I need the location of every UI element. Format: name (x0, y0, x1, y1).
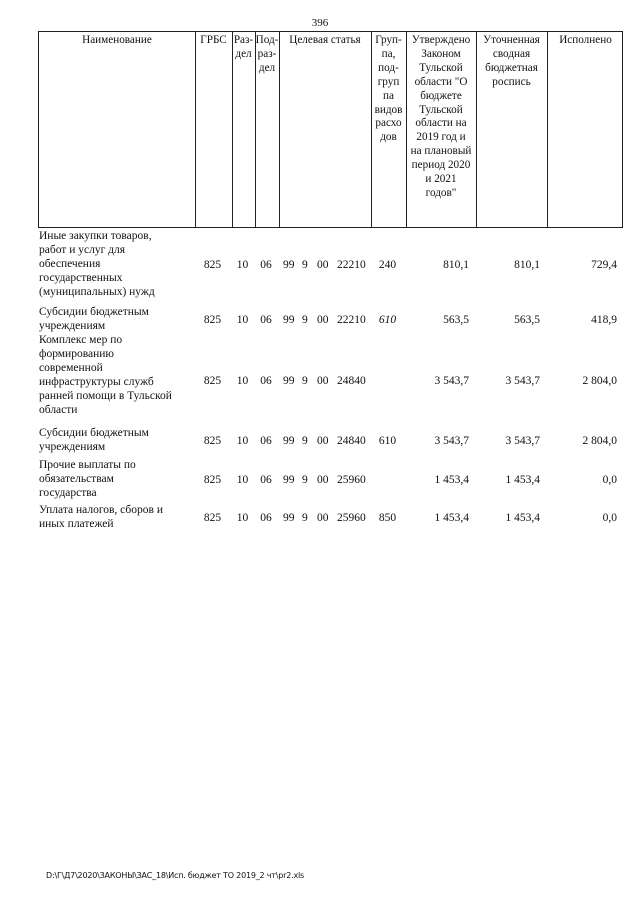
header-name: Наименование (82, 34, 152, 46)
column-divider (195, 32, 196, 227)
cell-grbs: 825 (203, 474, 222, 486)
cell-podrazdel: 06 (260, 375, 272, 387)
cell-approved: 1 453,4 (434, 512, 469, 524)
cell-grbs: 825 (203, 435, 222, 447)
file-path-footer: D:\Г\Д7\2020\ЗАКОНЫ\ЗАС_18\Исп. бюджет ТО 2019_2 чт\pr2.xls (46, 871, 304, 880)
table-header (38, 31, 623, 228)
cell-razdel: 10 (236, 375, 249, 387)
cell-podrazdel: 06 (260, 435, 272, 447)
row-name: Субсидии бюджетным учреждениям (39, 427, 149, 453)
cell-refined: 3 543,7 (505, 435, 540, 447)
cell-cs-direction: 25960 (337, 512, 366, 524)
cell-cs-direction: 22210 (337, 314, 366, 326)
cell-cs-direction: 24840 (337, 375, 366, 387)
cell-vr: 610 (378, 435, 397, 447)
page-number: 396 (311, 17, 329, 29)
cell-executed: 2 804,0 (582, 375, 617, 387)
header-gruppa: Груп- па, под- груп па видов расхо дов (374, 34, 403, 144)
cell-cs-main: 00 (317, 512, 329, 524)
row-name: Иные закупки товаров, работ и услуг для обеспечения государственных (муниципальных) нужд (39, 230, 155, 298)
cell-executed: 0,0 (602, 512, 617, 524)
cell-cs-main: 00 (317, 314, 329, 326)
cell-approved: 810,1 (443, 259, 469, 271)
cell-vr: 850 (378, 512, 397, 524)
column-divider (279, 32, 280, 227)
cell-cs-sub: 9 (302, 375, 308, 387)
cell-cs-direction: 24840 (337, 435, 366, 447)
cell-executed: 418,9 (591, 314, 617, 326)
header-celevaya-statya: Целевая статья (289, 34, 361, 46)
row-name: Уплата налогов, сборов и иных платежей (39, 504, 163, 530)
cell-approved: 1 453,4 (434, 474, 469, 486)
header-refined: Уточненная сводная бюджетная роспись (483, 34, 540, 88)
cell-grbs: 825 (203, 259, 222, 271)
header-grbs: ГРБС (200, 34, 227, 46)
cell-grbs: 825 (203, 375, 222, 387)
cell-cs-sub: 9 (302, 512, 308, 524)
cell-cs-program: 99 (283, 314, 295, 326)
cell-razdel: 10 (236, 512, 249, 524)
cell-razdel: 10 (236, 474, 249, 486)
row-name: Субсидии бюджетным учреждениям (39, 306, 149, 332)
cell-cs-program: 99 (283, 259, 295, 271)
cell-grbs: 825 (203, 512, 222, 524)
cell-executed: 2 804,0 (582, 435, 617, 447)
cell-approved: 3 543,7 (434, 375, 469, 387)
cell-cs-main: 00 (317, 259, 329, 271)
cell-cs-direction: 22210 (337, 259, 366, 271)
cell-grbs: 825 (203, 314, 222, 326)
column-divider (547, 32, 548, 227)
row-name: Комплекс мер по формированию современной инфраструктуры служб ранней помощи в Тульской области (39, 334, 172, 416)
cell-vr: 610 (378, 314, 397, 326)
cell-podrazdel: 06 (260, 259, 272, 271)
header-approved: Утверждено Законом Тульской области "О бюджете Тульской области на 2019 год и на плановый период 2020 и 2021 годов" (410, 34, 472, 199)
cell-cs-main: 00 (317, 375, 329, 387)
header-razdel: Раз- дел (233, 34, 254, 60)
cell-executed: 729,4 (591, 259, 617, 271)
cell-refined: 3 543,7 (505, 375, 540, 387)
cell-cs-program: 99 (283, 512, 295, 524)
cell-cs-program: 99 (283, 375, 295, 387)
cell-approved: 563,5 (443, 314, 469, 326)
row-name: Прочие выплаты по обязательствам государства (39, 459, 136, 499)
cell-cs-direction: 25960 (337, 474, 366, 486)
cell-podrazdel: 06 (260, 474, 272, 486)
header-executed: Исполнено (559, 34, 612, 46)
cell-refined: 1 453,4 (505, 474, 540, 486)
cell-cs-sub: 9 (302, 474, 308, 486)
cell-podrazdel: 06 (260, 314, 272, 326)
cell-refined: 810,1 (514, 259, 540, 271)
cell-vr: 240 (378, 259, 397, 271)
cell-refined: 563,5 (514, 314, 540, 326)
cell-razdel: 10 (236, 435, 249, 447)
cell-cs-program: 99 (283, 474, 295, 486)
cell-refined: 1 453,4 (505, 512, 540, 524)
cell-cs-main: 00 (317, 435, 329, 447)
cell-approved: 3 543,7 (434, 435, 469, 447)
cell-cs-main: 00 (317, 474, 329, 486)
cell-cs-sub: 9 (302, 435, 308, 447)
cell-razdel: 10 (236, 259, 249, 271)
cell-cs-sub: 9 (302, 259, 308, 271)
cell-podrazdel: 06 (260, 512, 272, 524)
header-podrazdel: Под- раз- дел (255, 34, 279, 74)
cell-razdel: 10 (236, 314, 249, 326)
cell-executed: 0,0 (602, 474, 617, 486)
cell-cs-program: 99 (283, 435, 295, 447)
cell-cs-sub: 9 (302, 314, 308, 326)
